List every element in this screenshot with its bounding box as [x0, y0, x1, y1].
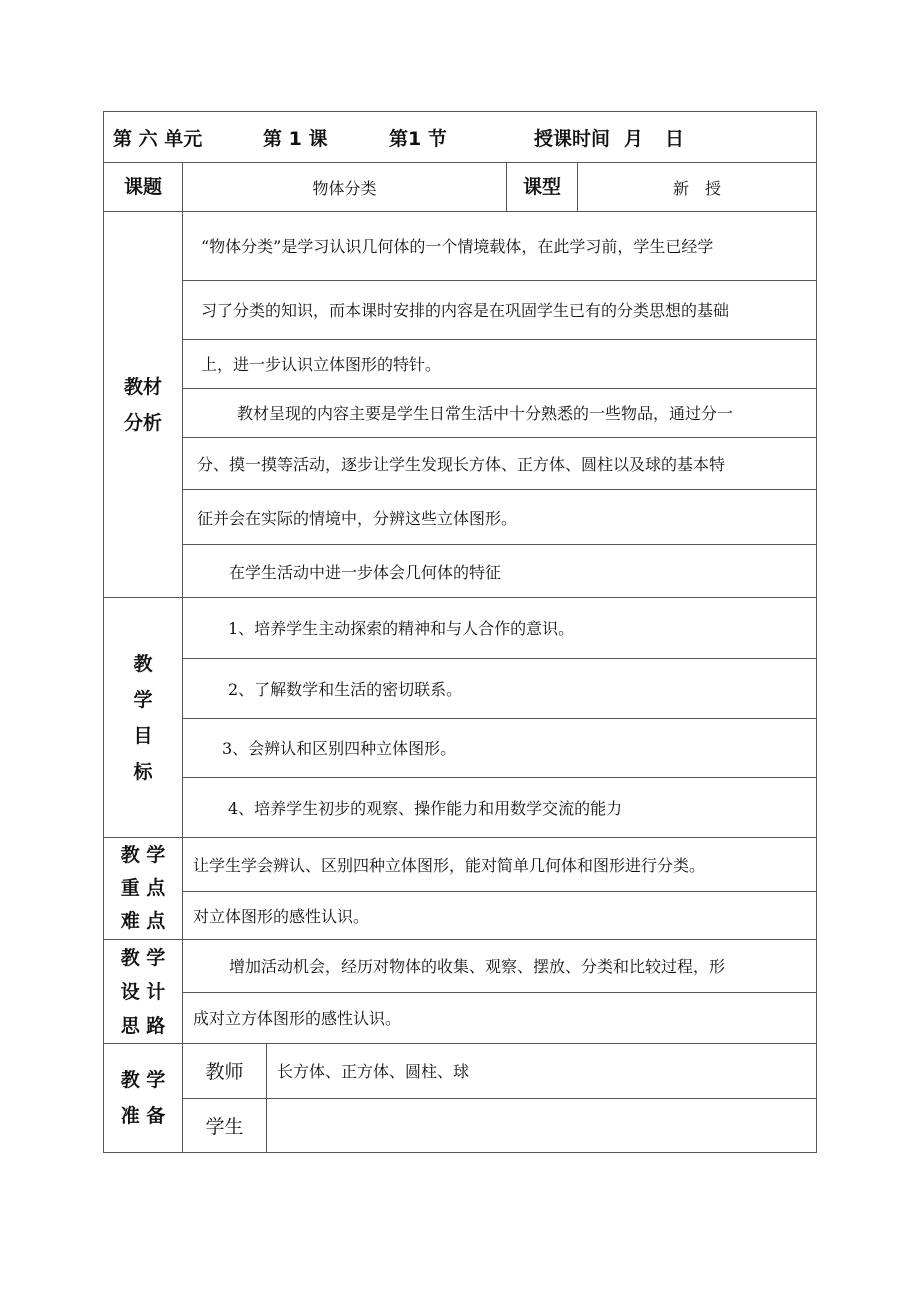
key-points-label — [104, 838, 182, 939]
label-line: 分析 — [123, 411, 162, 434]
teacher-value: 长方体、正方体、圆柱、球 — [266, 1044, 816, 1098]
label-line: 教 学 — [120, 844, 166, 866]
label-line: 教 学 — [120, 1069, 166, 1091]
label-line: 思 路 — [120, 1014, 166, 1037]
design-row — [104, 940, 816, 1044]
label-char: 目 — [133, 724, 153, 747]
text-line: 成对立方体图形的感性认识。 — [193, 1009, 402, 1029]
type-label: 课型 — [506, 163, 577, 211]
topic-value: 物体分类 — [182, 163, 506, 211]
header-cell — [104, 112, 684, 162]
goal-item: 1、培养学生主动探索的精神和与人合作的意识。 — [183, 598, 816, 659]
label-line: 设 计 — [120, 980, 166, 1003]
text-line: 征并会在实际的情境中，分辨这些立体图形。 — [183, 490, 816, 545]
preparation-content — [182, 1044, 816, 1152]
topic-label: 课题 — [123, 176, 162, 198]
header-row — [104, 112, 816, 163]
topic-row — [104, 163, 816, 212]
label-char: 学 — [133, 688, 153, 711]
type-value: 新 授 — [577, 163, 816, 211]
text-line: “物体分类”是学习认识几何体的一个情境载体，在此学习前，学生已经学 — [183, 212, 816, 281]
label-line: 难 点 — [120, 910, 166, 932]
material-analysis-row — [104, 212, 816, 598]
time-label: 授课时间 — [534, 127, 611, 150]
goal-item: 2、了解数学和生活的密切联系。 — [183, 659, 816, 719]
teaching-goals-content — [182, 598, 816, 837]
key-points-content — [182, 838, 816, 939]
text-line: 在学生活动中进一步体会几何体的特征 — [229, 562, 502, 582]
lesson-plan-table — [103, 111, 817, 1153]
label-line: 重 点 — [120, 877, 166, 899]
text-line: 分、摸一摸等活动，逐步让学生发现长方体、正方体、圆柱以及球的基本特 — [183, 438, 816, 490]
month-label: 月 — [624, 127, 644, 150]
text-line: 增加活动机会，经历对物体的收集、观察、摆放、分类和比较过程，形 — [183, 940, 816, 993]
key-point-line: 让学生学会辨认、区别四种立体图形，能对简单几何体和图形进行分类。 — [183, 838, 816, 892]
student-value — [266, 1099, 816, 1153]
teaching-goals-label — [104, 598, 182, 837]
student-row — [183, 1099, 816, 1153]
preparation-row — [104, 1044, 816, 1152]
teacher-row — [183, 1044, 816, 1099]
design-label — [104, 940, 182, 1043]
teaching-goals-row — [104, 598, 816, 838]
day-label: 日 — [665, 127, 685, 150]
material-analysis-label — [104, 212, 182, 597]
teacher-label: 教师 — [205, 1061, 244, 1084]
label-char: 标 — [133, 760, 153, 783]
text-line: 教材呈现的内容主要是学生日常生活中十分熟悉的一些物品，通过分一 — [183, 389, 816, 439]
difficulty-line: 对立体图形的感性认识。 — [193, 907, 370, 927]
label-line: 教材 — [123, 375, 162, 398]
section-label: 第1 节 — [389, 127, 447, 150]
label-char: 教 — [133, 652, 153, 675]
text-line: 习了分类的知识，而本课时安排的内容是在巩固学生已有的分类思想的基础 — [183, 281, 816, 340]
design-content — [182, 940, 816, 1043]
student-label: 学生 — [205, 1115, 244, 1138]
unit-label: 第 六 单元 — [113, 127, 203, 150]
lesson-label: 第 1 课 — [263, 127, 328, 150]
label-line: 教 学 — [120, 946, 166, 969]
text-line: 上，进一步认识立体图形的特针。 — [183, 340, 816, 389]
preparation-label — [104, 1044, 182, 1152]
key-points-row — [104, 838, 816, 940]
goal-item: 4、培养学生初步的观察、操作能力和用数学交流的能力 — [228, 799, 623, 819]
goal-item: 3、会辨认和区别四种立体图形。 — [183, 719, 816, 779]
material-analysis-content — [182, 212, 816, 597]
label-line: 准 备 — [120, 1105, 166, 1127]
